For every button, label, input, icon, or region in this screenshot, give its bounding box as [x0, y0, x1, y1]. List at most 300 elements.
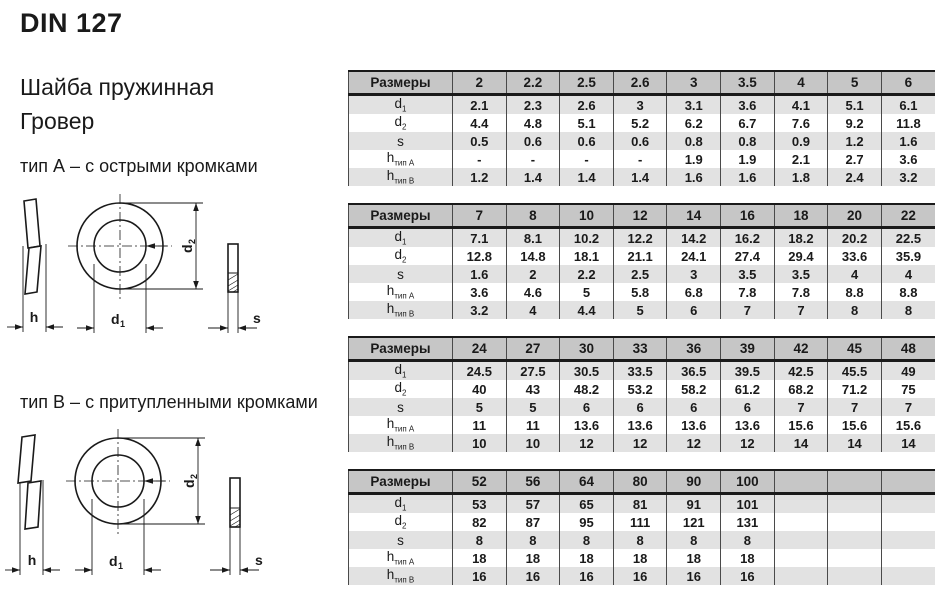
dim-value-cell: 13.6 [667, 416, 721, 434]
dim-value-cell [881, 494, 935, 514]
dim-value-cell [828, 531, 882, 549]
dim-value-cell: 36.5 [667, 361, 721, 381]
dim-label-cell: $d_1$ [349, 361, 453, 381]
dim-value-cell: 0.5 [453, 132, 507, 150]
type-a-drawing [5, 188, 275, 338]
dim-value-cell: 6 [721, 398, 775, 416]
dim-value-cell: 2 [506, 265, 560, 283]
dim-value-cell: 2.1 [774, 150, 828, 168]
dimension-table [348, 336, 935, 452]
dim-value-cell: 12 [721, 434, 775, 452]
dim-value-cell: 15.6 [828, 416, 882, 434]
dim-value-cell: 5.8 [613, 283, 667, 301]
dimension-row [349, 247, 935, 265]
dim-value-cell [881, 549, 935, 567]
size-header-cell: 39 [721, 337, 775, 361]
dim-value-cell: 3.6 [453, 283, 507, 301]
dim-value-cell: 3.5 [721, 265, 775, 283]
size-header-cell: 5 [828, 71, 882, 95]
dimension-table [348, 469, 935, 585]
dim-value-cell: 7 [828, 398, 882, 416]
size-header-cell [881, 470, 935, 494]
size-header-cell: 2 [453, 71, 507, 95]
dimension-table [348, 203, 935, 319]
size-header-cell: 8 [506, 204, 560, 228]
dim-label-cell: $h_{тип B}$ [349, 567, 453, 585]
h-dim-label: h [27, 552, 37, 568]
dim-value-cell: 0.6 [560, 132, 614, 150]
dimension-row [349, 380, 935, 398]
dimension-row [349, 114, 935, 132]
dim-value-cell: 39.5 [721, 361, 775, 381]
dim-value-cell: 20.2 [828, 228, 882, 248]
dim-label-cell: s [349, 531, 453, 549]
dim-value-cell [881, 567, 935, 585]
dimension-row [349, 494, 935, 514]
size-header-cell: 10 [560, 204, 614, 228]
dim-value-cell: 82 [453, 513, 507, 531]
dim-value-cell: 16 [667, 567, 721, 585]
size-header-cell: 42 [774, 337, 828, 361]
dim-value-cell: 91 [667, 494, 721, 514]
dim-label-cell: $d_1$ [349, 95, 453, 115]
dim-value-cell: 6 [560, 398, 614, 416]
dim-value-cell: 22.5 [881, 228, 935, 248]
dim-value-cell: 75 [881, 380, 935, 398]
dim-value-cell: 6 [667, 301, 721, 319]
dimension-row [349, 228, 935, 248]
dim-value-cell: 10 [506, 434, 560, 452]
dim-value-cell: 24.5 [453, 361, 507, 381]
dim-value-cell: 43 [506, 380, 560, 398]
dim-value-cell: - [506, 150, 560, 168]
size-header-cell: 48 [881, 337, 935, 361]
dim-value-cell: 12.8 [453, 247, 507, 265]
dim-value-cell: 7 [774, 398, 828, 416]
dim-value-cell: 4.6 [506, 283, 560, 301]
dim-value-cell: 18 [506, 549, 560, 567]
size-header-cell: 27 [506, 337, 560, 361]
dim-value-cell: 18 [721, 549, 775, 567]
dim-label-cell: $d_2$ [349, 114, 453, 132]
dim-value-cell: 131 [721, 513, 775, 531]
dim-value-cell: 0.9 [774, 132, 828, 150]
dim-value-cell: 18 [560, 549, 614, 567]
size-header-cell: 24 [453, 337, 507, 361]
washer-edge-view [230, 478, 240, 527]
dim-value-cell: 6 [667, 398, 721, 416]
dim-label-cell: $h_{тип А}$ [349, 416, 453, 434]
dim-value-cell: 101 [721, 494, 775, 514]
dimension-row [349, 398, 935, 416]
table-corner-header: Размеры [349, 337, 453, 361]
dim-value-cell: 8.1 [506, 228, 560, 248]
dimension-row [349, 283, 935, 301]
table-corner-header: Размеры [349, 204, 453, 228]
dim-value-cell: 5 [453, 398, 507, 416]
dim-value-cell: 11 [453, 416, 507, 434]
dim-value-cell [774, 549, 828, 567]
dim-value-cell: 121 [667, 513, 721, 531]
dim-value-cell: 6 [613, 398, 667, 416]
dim-value-cell: 0.8 [721, 132, 775, 150]
dim-value-cell: 30.5 [560, 361, 614, 381]
dim-value-cell: 13.6 [613, 416, 667, 434]
dim-value-cell: 6.2 [667, 114, 721, 132]
dim-value-cell: 0.6 [506, 132, 560, 150]
dim-value-cell: 33.6 [828, 247, 882, 265]
dim-value-cell: 12.2 [613, 228, 667, 248]
dim-value-cell: 18 [667, 549, 721, 567]
size-header-cell: 22 [881, 204, 935, 228]
dim-value-cell: 45.5 [828, 361, 882, 381]
dim-value-cell: 1.4 [560, 168, 614, 186]
dim-value-cell: 12 [667, 434, 721, 452]
dim-value-cell: 16 [560, 567, 614, 585]
svg-text:2: 2 [189, 473, 199, 479]
size-header-cell: 80 [613, 470, 667, 494]
product-name-line-1: Шайба пружинная [20, 74, 215, 100]
size-header-cell: 14 [667, 204, 721, 228]
size-header-cell: 45 [828, 337, 882, 361]
dim-value-cell: 8 [667, 531, 721, 549]
dim-value-cell [774, 567, 828, 585]
page-title: DIN 127 [20, 8, 123, 38]
s-dim-label: s [255, 552, 263, 568]
dim-value-cell: 2.5 [613, 265, 667, 283]
size-header-cell [828, 470, 882, 494]
dim-value-cell: 4 [881, 265, 935, 283]
dim-value-cell: 35.9 [881, 247, 935, 265]
size-header-cell: 3 [667, 71, 721, 95]
dim-value-cell: 27.4 [721, 247, 775, 265]
d2-dim-label [179, 239, 197, 253]
dim-value-cell: 8.8 [881, 283, 935, 301]
d2-dim-label [181, 474, 199, 488]
dim-value-cell: 2.6 [560, 95, 614, 115]
dim-value-cell: 27.5 [506, 361, 560, 381]
dimension-row [349, 434, 935, 452]
table-sizes-7-to-22 [348, 203, 935, 319]
dim-value-cell: 3.6 [721, 95, 775, 115]
dim-value-cell: 58.2 [667, 380, 721, 398]
s-dimension [210, 527, 259, 575]
dim-value-cell: 3.2 [453, 301, 507, 319]
dim-value-cell: 2.4 [828, 168, 882, 186]
table-corner-header: Размеры [349, 470, 453, 494]
dim-value-cell: 8 [560, 531, 614, 549]
dim-label-cell: $h_{тип А}$ [349, 150, 453, 168]
size-header-cell: 2.5 [560, 71, 614, 95]
dimension-row [349, 301, 935, 319]
dim-value-cell: 5.1 [560, 114, 614, 132]
h-dim-label: h [29, 309, 39, 325]
dim-value-cell: 4.4 [560, 301, 614, 319]
dim-value-cell: 3.5 [774, 265, 828, 283]
dim-value-cell: 3.2 [881, 168, 935, 186]
size-header-cell: 18 [774, 204, 828, 228]
dim-value-cell: 95 [560, 513, 614, 531]
dim-value-cell: 8 [721, 531, 775, 549]
dim-value-cell: 3.6 [881, 150, 935, 168]
dim-label-cell: $h_{тип B}$ [349, 434, 453, 452]
size-header-cell: 12 [613, 204, 667, 228]
size-header-cell: 7 [453, 204, 507, 228]
dim-label-cell: $h_{тип А}$ [349, 283, 453, 301]
dim-value-cell: 18.1 [560, 247, 614, 265]
svg-text:d: d [109, 553, 118, 569]
dimension-row [349, 513, 935, 531]
dim-value-cell: 4.4 [453, 114, 507, 132]
dim-value-cell: 2.2 [560, 265, 614, 283]
dim-value-cell: - [613, 150, 667, 168]
dim-value-cell [828, 567, 882, 585]
dim-label-cell: $d_1$ [349, 228, 453, 248]
dim-value-cell: 29.4 [774, 247, 828, 265]
dim-value-cell [828, 513, 882, 531]
dim-value-cell: 4.1 [774, 95, 828, 115]
dim-value-cell: 40 [453, 380, 507, 398]
dim-label-cell: s [349, 132, 453, 150]
dim-value-cell: 7.1 [453, 228, 507, 248]
dim-value-cell: 33.5 [613, 361, 667, 381]
table-sizes-24-to-48 [348, 336, 935, 452]
washer-side-view [24, 199, 41, 294]
dim-value-cell: 16 [506, 567, 560, 585]
size-header-cell: 30 [560, 337, 614, 361]
dim-value-cell: 1.4 [506, 168, 560, 186]
dimension-row [349, 150, 935, 168]
dim-label-cell: $d_2$ [349, 247, 453, 265]
dim-value-cell: 8 [453, 531, 507, 549]
s-dim-label: s [253, 310, 261, 326]
dim-value-cell: 61.2 [721, 380, 775, 398]
dim-label-cell: s [349, 398, 453, 416]
size-header-cell: 52 [453, 470, 507, 494]
size-header-cell: 36 [667, 337, 721, 361]
dim-label-cell: $d_2$ [349, 513, 453, 531]
dim-value-cell: 16 [721, 567, 775, 585]
dim-value-cell: 7.8 [721, 283, 775, 301]
svg-text:d: d [179, 244, 195, 253]
dim-value-cell: 14 [828, 434, 882, 452]
dim-value-cell: 1.6 [667, 168, 721, 186]
dim-value-cell: 1.6 [721, 168, 775, 186]
dimension-row [349, 567, 935, 585]
dim-value-cell: 12 [560, 434, 614, 452]
dim-value-cell [774, 513, 828, 531]
dim-value-cell: 10.2 [560, 228, 614, 248]
dim-label-cell: $d_1$ [349, 494, 453, 514]
dim-value-cell: 18 [453, 549, 507, 567]
dim-value-cell: 2.1 [453, 95, 507, 115]
size-header-cell: 16 [721, 204, 775, 228]
svg-text:2: 2 [187, 238, 197, 244]
dim-value-cell: 6.8 [667, 283, 721, 301]
split-marker [144, 478, 165, 484]
product-name [20, 70, 214, 138]
dim-value-cell: 1.2 [828, 132, 882, 150]
size-header-cell: 100 [721, 470, 775, 494]
dim-value-cell: 14 [881, 434, 935, 452]
dim-value-cell: 1.9 [667, 150, 721, 168]
type-a-caption: тип А – с острыми кромками [20, 156, 258, 176]
dim-value-cell: 14.2 [667, 228, 721, 248]
dimension-row [349, 416, 935, 434]
dim-value-cell: 5 [613, 301, 667, 319]
size-header-cell: 2.2 [506, 71, 560, 95]
product-name-line-2: Гровер [20, 108, 95, 134]
dim-value-cell: 8 [881, 301, 935, 319]
size-header-cell: 4 [774, 71, 828, 95]
dim-value-cell: 87 [506, 513, 560, 531]
table-sizes-2-to-6 [348, 70, 935, 186]
dimension-table [348, 70, 935, 186]
dim-value-cell: - [453, 150, 507, 168]
dim-value-cell: 7.8 [774, 283, 828, 301]
d1-dim-label [111, 311, 125, 329]
dim-value-cell: 49 [881, 361, 935, 381]
dim-value-cell: 5 [560, 283, 614, 301]
dim-label-cell: $h_{тип А}$ [349, 549, 453, 567]
dim-value-cell: 0.6 [613, 132, 667, 150]
size-header-cell [774, 470, 828, 494]
dim-label-cell: $h_{тип B}$ [349, 168, 453, 186]
svg-text:d: d [181, 479, 197, 488]
size-header-cell: 20 [828, 204, 882, 228]
dimension-row [349, 265, 935, 283]
svg-text:1: 1 [118, 561, 124, 571]
dim-value-cell [828, 549, 882, 567]
size-header-cell: 64 [560, 470, 614, 494]
dim-value-cell: 2.7 [828, 150, 882, 168]
dim-value-cell: 13.6 [721, 416, 775, 434]
dim-value-cell: 8 [506, 531, 560, 549]
table-sizes-52-to-100 [348, 469, 935, 585]
dim-value-cell: 53 [453, 494, 507, 514]
dim-value-cell: 24.1 [667, 247, 721, 265]
dim-value-cell: 7.6 [774, 114, 828, 132]
dim-value-cell: 5.2 [613, 114, 667, 132]
dim-value-cell: 10 [453, 434, 507, 452]
dim-value-cell: 57 [506, 494, 560, 514]
dim-value-cell [774, 531, 828, 549]
dim-value-cell: 5 [506, 398, 560, 416]
dim-value-cell: 4 [506, 301, 560, 319]
svg-text:d: d [111, 311, 120, 327]
dim-value-cell: 3.1 [667, 95, 721, 115]
dimension-row [349, 132, 935, 150]
size-header-cell: 33 [613, 337, 667, 361]
dim-value-cell: 18.2 [774, 228, 828, 248]
dim-value-cell: 9.2 [828, 114, 882, 132]
dim-value-cell: 1.6 [453, 265, 507, 283]
dim-value-cell: 14 [774, 434, 828, 452]
dim-value-cell: 21.1 [613, 247, 667, 265]
dim-value-cell [881, 513, 935, 531]
dim-label-cell: $h_{тип B}$ [349, 301, 453, 319]
dimension-row [349, 531, 935, 549]
dim-value-cell: 18 [613, 549, 667, 567]
dim-value-cell: 8 [613, 531, 667, 549]
washer-side-view [18, 435, 41, 529]
dim-value-cell: 65 [560, 494, 614, 514]
dim-value-cell: 7 [721, 301, 775, 319]
dim-value-cell: 8.8 [828, 283, 882, 301]
dim-value-cell [774, 494, 828, 514]
dim-value-cell: 1.2 [453, 168, 507, 186]
size-header-cell: 6 [881, 71, 935, 95]
size-header-cell: 2.6 [613, 71, 667, 95]
dim-value-cell: 16 [613, 567, 667, 585]
dim-value-cell: 12 [613, 434, 667, 452]
dim-value-cell: 13.6 [560, 416, 614, 434]
dim-value-cell: 111 [613, 513, 667, 531]
dim-value-cell: 48.2 [560, 380, 614, 398]
dim-value-cell: 5.1 [828, 95, 882, 115]
dim-value-cell: 71.2 [828, 380, 882, 398]
washer-edge-view [228, 244, 238, 292]
dim-value-cell: 14.8 [506, 247, 560, 265]
dim-value-cell: 1.6 [881, 132, 935, 150]
dim-value-cell: 7 [881, 398, 935, 416]
dim-value-cell: 0.8 [667, 132, 721, 150]
dim-value-cell: 16 [453, 567, 507, 585]
svg-text:1: 1 [120, 319, 126, 329]
dim-value-cell: 8 [828, 301, 882, 319]
type-b-drawing [5, 425, 275, 585]
dim-value-cell: 4 [828, 265, 882, 283]
dim-value-cell: 1.8 [774, 168, 828, 186]
size-header-cell: 3.5 [721, 71, 775, 95]
size-header-cell: 90 [667, 470, 721, 494]
dim-value-cell [828, 494, 882, 514]
table-corner-header: Размеры [349, 71, 453, 95]
dim-value-cell: 2.3 [506, 95, 560, 115]
dim-value-cell: 11 [506, 416, 560, 434]
dim-value-cell: 6.7 [721, 114, 775, 132]
dim-value-cell: 1.9 [721, 150, 775, 168]
centerlines [68, 194, 172, 300]
dim-value-cell: 15.6 [774, 416, 828, 434]
dim-value-cell: 81 [613, 494, 667, 514]
dim-value-cell: 53.2 [613, 380, 667, 398]
dim-value-cell: 68.2 [774, 380, 828, 398]
s-dimension [208, 292, 257, 333]
dim-value-cell: 11.8 [881, 114, 935, 132]
dimension-row [349, 95, 935, 115]
dim-label-cell: $d_2$ [349, 380, 453, 398]
type-b-caption: тип B – с притупленными кромками [20, 392, 318, 412]
dim-value-cell: 1.4 [613, 168, 667, 186]
d1-dim-label [109, 553, 123, 571]
dim-value-cell: 6.1 [881, 95, 935, 115]
dim-value-cell: 3 [667, 265, 721, 283]
split-marker [146, 243, 167, 249]
dim-label-cell: s [349, 265, 453, 283]
dimension-row [349, 549, 935, 567]
dim-value-cell: 16.2 [721, 228, 775, 248]
dim-value-cell: 15.6 [881, 416, 935, 434]
centerlines [66, 429, 170, 537]
dim-value-cell: 42.5 [774, 361, 828, 381]
dim-value-cell: 3 [613, 95, 667, 115]
dim-value-cell: 4.8 [506, 114, 560, 132]
dim-value-cell: - [560, 150, 614, 168]
dimension-row [349, 361, 935, 381]
dim-value-cell [881, 531, 935, 549]
size-header-cell: 56 [506, 470, 560, 494]
